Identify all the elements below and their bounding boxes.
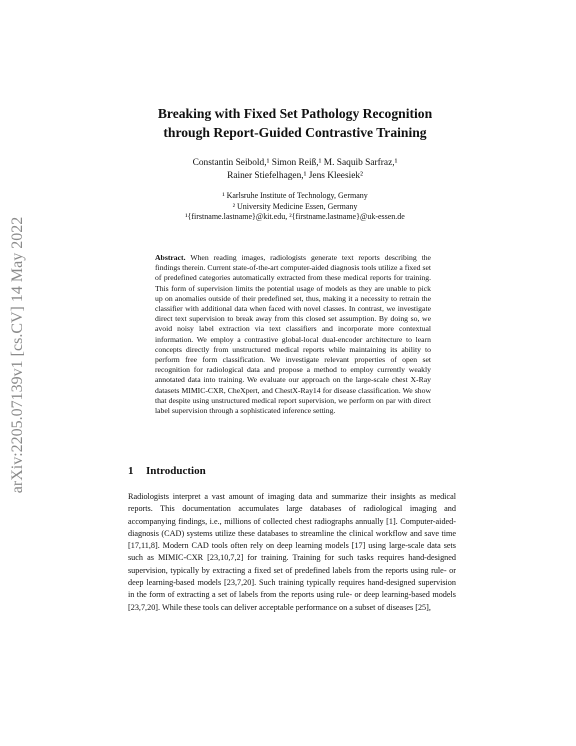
affiliation-2: ² University Medicine Essen, Germany [232,201,358,211]
affiliation-1: ¹ Karlsruhe Institute of Technology, Germany [222,191,368,200]
abstract-label: Abstract. [155,253,186,262]
affiliations [110,191,480,223]
introduction-paragraph: Radiologists interpret a vast amount of imaging data and summarize their insights as medical reports. This documentation accumulates large databases of radiological imaging and accompanying findings, i.e., millions of collected chest radiographs annually [1]. Computer-aided-diagnosis (CAD) systems utilize these databases to streamline the clinical workflow and save time [17,11,8]. Modern CAD tools often rely on deep learning models [17] using large-scale data sets such as MIMIC-CXR [23,10,7,2] for training. Training for such tasks requires hand-designed supervision, typically by extracting a fixed set of predefined labels from the reports using rule- or deep learning-based models [23,7,20]. Such training typically requires hand-designed supervision in the form of extracting a set of labels from the reports using rule- or deep learning-based models [23,7,20]. While these tools can deliver acceptable performance on a subset of diseases [25], [128,492,456,612]
affiliation-emails: ¹{firstname.lastname}@kit.edu, ²{firstname.lastname}@uk-essen.de [185,212,405,221]
arxiv-side-label [0,185,36,525]
abstract [155,253,431,416]
author-list [110,157,480,183]
section-title: Introduction [146,465,206,477]
paper-title [110,104,480,142]
authors-line-1: Constantin Seibold,¹ Simon Reiß,¹ M. Saquib Sarfraz,¹ [192,158,398,168]
title-line-1: Breaking with Fixed Set Pathology Recognition [157,106,433,121]
section-number: 1 [128,465,134,477]
section-heading-introduction [128,465,206,477]
abstract-text: When reading images, radiologists generate text reports describing the findings therein. Current state-of-the-art computer-aided diagnosis tools utilize a fixed set of predefined categories automatically extracted from these medical reports for training. This form of supervision limits the potential usage of models as they are unable to pick up on anomalies outside of their predefined set, thus, making it a necessity to retrain the classifier with additional data when faced with novel classes. In contrast, we investigate direct text supervision to break away from this closed set assumption. By doing so, we avoid noisy label extraction via text classifiers and incorporate more contextual information. We employ a contrastive global-local dual-encoder architecture to learn concepts directly from unstructured medical reports while maintaining its ability to perform free form classification. We investigate relevant properties of open set recognition for radiological data and propose a method to employ currently weakly annotated data into training. We evaluate our approach on the large-scale chest X-Ray datasets MIMIC-CXR, CheXpert, and ChestX-Ray14 for disease classification. We show that despite using unstructured medical report supervision, we perform on par with direct label supervision through a sophisticated inference setting. [155,253,431,416]
authors-line-2: Rainer Stiefelhagen,¹ Jens Kleesiek² [227,171,363,181]
arxiv-identifier: arXiv:2205.07139v1 [cs.CV] 14 May 2022 [9,216,26,494]
title-line-2: through Report-Guided Contrastive Training [163,125,427,140]
